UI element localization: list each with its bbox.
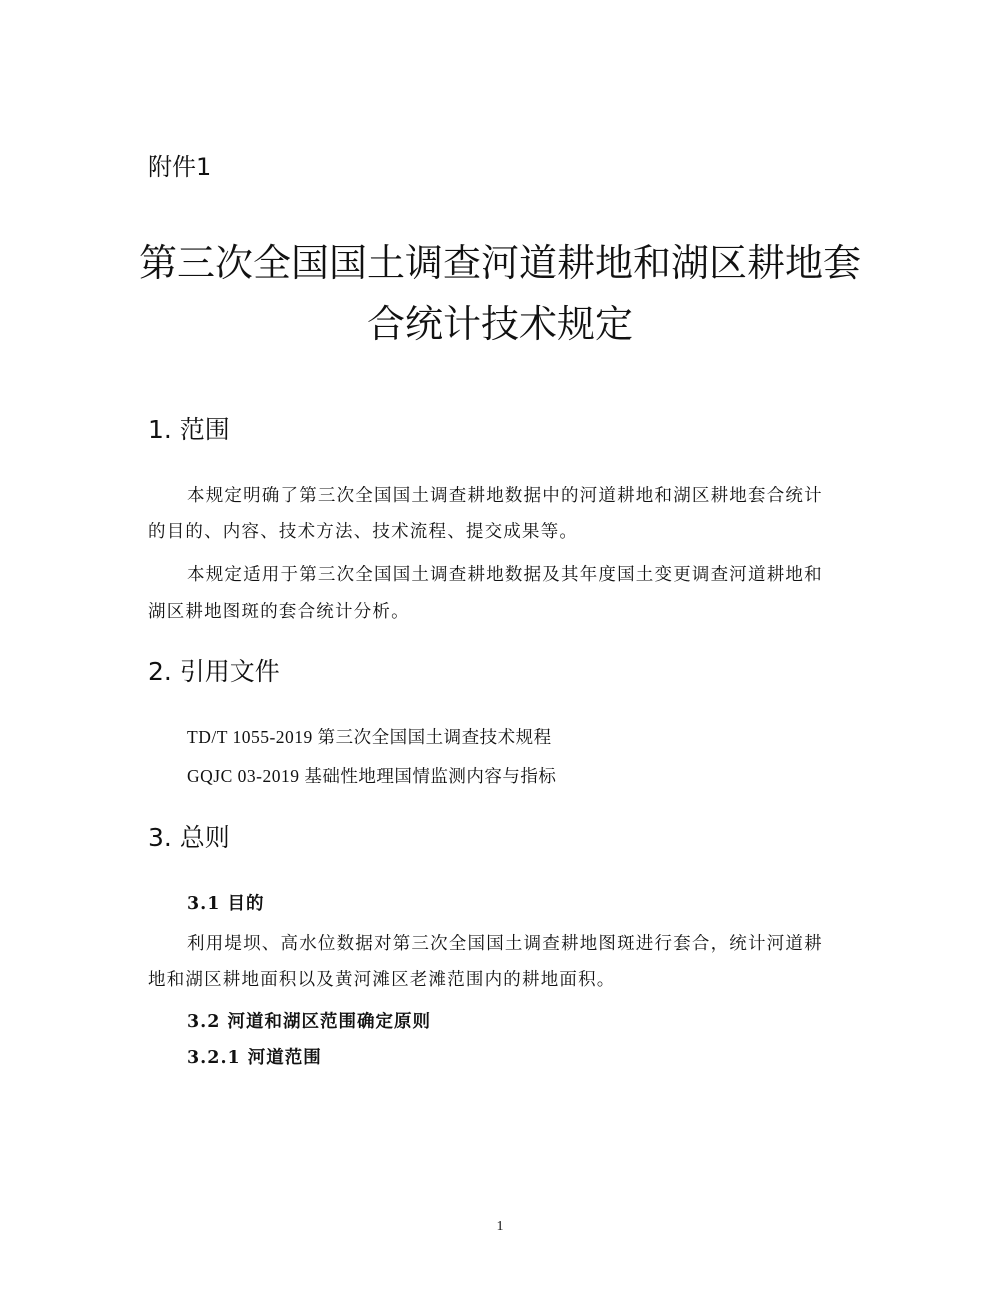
subsection-3-2-1-heading: 3.2.1 河道范围 [187,1048,322,1068]
section-1-heading: 1. 范围 [148,415,230,444]
section-1-para-1-line-2: 的目的、内容、技术方法、技术流程、提交成果等。 [148,522,579,542]
section-2-heading: 2. 引用文件 [148,657,280,686]
subsection-3-2-heading: 3.2 河道和湖区范围确定原则 [187,1012,432,1032]
section-1-para-2-line-2: 湖区耕地图斑的套合统计分析。 [148,602,410,622]
section-3-heading: 3. 总则 [148,823,230,852]
section-1-para-1-line-1: 本规定明确了第三次全国国土调查耕地数据中的河道耕地和湖区耕地套合统计 [187,486,823,506]
page-number: 1 [496,1219,504,1234]
document-title-line-1: 第三次全国国土调查河道耕地和湖区耕地套 [138,241,861,285]
subsection-3-1-heading: 3.1 目的 [187,894,265,914]
section-1-para-2-line-1: 本规定适用于第三次全国国土调查耕地数据及其年度国土变更调查河道耕地和 [187,565,823,585]
subsection-3-1-line-1: 利用堤坝、高水位数据对第三次全国国土调查耕地图斑进行套合，统计河道耕 [187,934,823,954]
reference-item-1: TD/T 1055-2019 第三次全国国土调查技术规程 [187,727,552,747]
document-title-line-2: 合统计技术规定 [366,302,633,346]
subsection-3-1-line-2: 地和湖区耕地面积以及黄河滩区老滩范围内的耕地面积。 [148,970,616,990]
reference-item-2: GQJC 03-2019 基础性地理国情监测内容与指标 [187,766,557,786]
attachment-label: 附件1 [148,153,212,181]
